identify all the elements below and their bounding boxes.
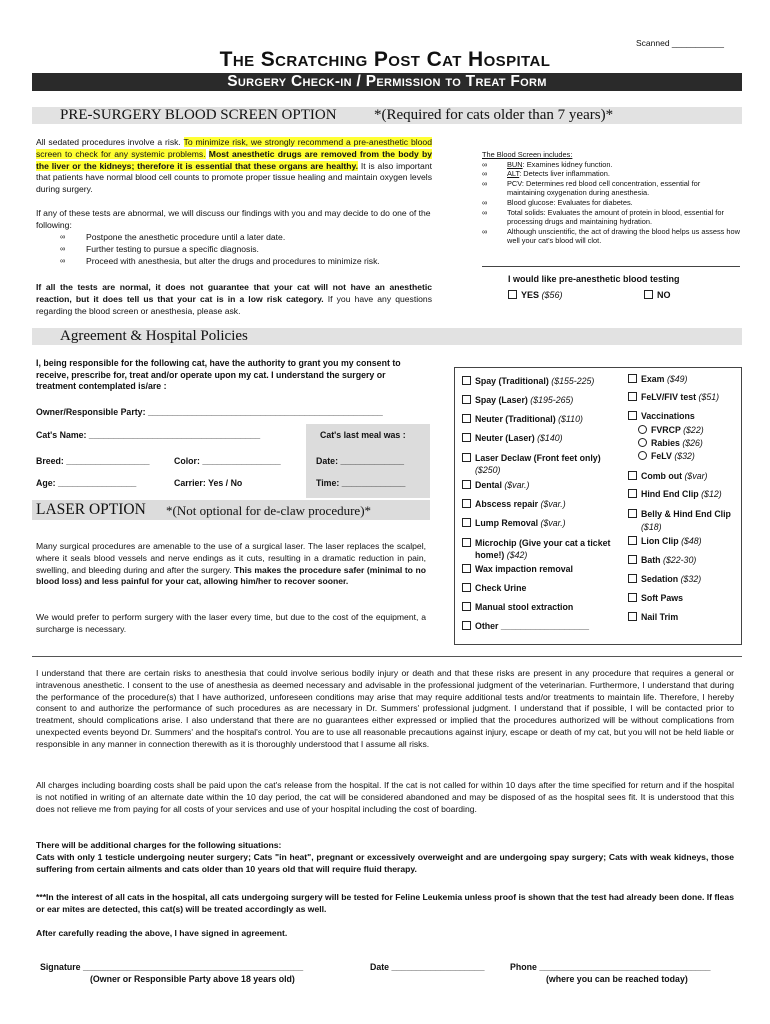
sedation-checkbox[interactable]: Sedation ($32)	[628, 574, 740, 593]
spay-traditional-checkbox[interactable]: Spay (Traditional) ($155-225)	[462, 376, 622, 395]
checkbox-icon	[628, 555, 637, 564]
blood-screen-heading: PRE-SURGERY BLOOD SCREEN OPTION	[60, 107, 337, 123]
cat-name-field[interactable]: Cat's Name: ___________________________________	[36, 430, 261, 440]
other-checkbox[interactable]: Other __________________	[462, 621, 622, 640]
radio-icon	[638, 451, 647, 460]
color-field[interactable]: Color: ________________	[174, 456, 281, 466]
felv-radio[interactable]: FeLV ($32)	[628, 451, 740, 471]
procedures-left-column	[462, 376, 622, 640]
checkbox-icon	[628, 612, 637, 621]
soft-paws-checkbox[interactable]: Soft Paws	[628, 593, 740, 612]
bath-checkbox[interactable]: Bath ($22-30)	[628, 555, 740, 574]
last-meal-label: Cat's last meal was :	[320, 430, 406, 440]
list-item: ∞ ALT: Detects liver inflammation.	[482, 169, 610, 179]
checkbox-icon	[628, 593, 637, 602]
list-item: ∞ Proceed with anesthesia, but alter the drugs and procedures to minimize risk.	[60, 255, 380, 266]
checkbox-icon	[462, 499, 471, 508]
drugs-text: Most anesthetic drugs are removed from the body by the liver or the kidneys; therefore it is essential that these organs are healthy.	[36, 148, 433, 171]
charges-paragraph: All charges including boarding costs shall be paid upon the cat's release from the hospital. If the cat is not called for within 10 days after the time specified for return and if the hospital is not notified in writing of an alternate date within the 10 day period, the cat will be considered abandoned and may be disposed of as the hospital sees fit. It is understood that this does not relieve me from paying for all costs of your services and use of your hospital including the cost of boarding.	[36, 780, 734, 814]
checkbox-icon	[462, 414, 471, 423]
additional-charges-title: There will be additional charges for the following situations:	[36, 840, 282, 850]
signature-note: (Owner or Responsible Party above 18 years old)	[90, 974, 295, 984]
agreement-heading: Agreement & Hospital Policies	[60, 328, 248, 344]
blood-screen-header	[32, 107, 742, 124]
laser-declaw-checkbox[interactable]: Laser Declaw (Front feet only) ($250)	[462, 452, 622, 480]
owner-field[interactable]: Owner/Responsible Party: ________________________________________________	[36, 407, 383, 417]
checkbox-icon	[628, 489, 637, 498]
breed-field[interactable]: Breed: _________________	[36, 456, 150, 466]
signature-field[interactable]: Signature _____________________________________________	[40, 962, 304, 972]
radio-icon	[638, 425, 647, 434]
neuter-laser-checkbox[interactable]: Neuter (Laser) ($140)	[462, 433, 622, 452]
list-item: ∞ PCV: Determines red blood cell concentration, essential for maintaining oxygenation during anesthesia.	[482, 178, 701, 198]
agreement-intro: I, being responsible for the following cat, have the authority to grant you my consent to receive, prescribe for, treat and/or operate upon my cat. I understand the surgery or treatment contemplated is/are :	[36, 358, 401, 391]
phone-note: (where you can be reached today)	[546, 974, 688, 984]
abnormal-options-list	[60, 232, 440, 267]
laser-paragraph: Many surgical procedures are amenable to the use of a surgical laser. The laser replaces the scalpel, where it seals blood vessels and nerve endings as it cuts, resulting in a dramatic reduction in pain, swelling, and bleeding during and after the surgery. This makes the procedure safer (minimal to no blood loss) and less painful for your cat, allowing him/her to recover sooner.	[36, 541, 426, 587]
felv-fiv-checkbox[interactable]: FeLV/FIV test ($51)	[628, 392, 740, 411]
list-item: ∞ Further testing to pursue a specific diagnosis.	[60, 243, 259, 254]
checkbox-icon	[462, 480, 471, 489]
hind-end-clip-checkbox[interactable]: Hind End Clip ($12)	[628, 489, 740, 508]
leukemia-paragraph: ***In the interest of all cats in the hospital, all cats undergoing surgery will be tested for Feline Leukemia unless proof is shown that the test had already been done. If fleas or ear mites are detected, this cat(s) will be treated accordingly as well.	[36, 892, 734, 914]
would-like-label: I would like pre-anesthetic blood testing	[508, 274, 680, 284]
time-field[interactable]: Time: _____________	[316, 478, 406, 488]
checkbox-icon	[628, 509, 637, 518]
list-item: ∞ Total solids: Evaluates the amount of protein in blood, essential for processing drugs and maintaining hydration.	[482, 207, 724, 227]
checkbox-icon	[462, 433, 471, 442]
neuter-traditional-checkbox[interactable]: Neuter (Traditional) ($110)	[462, 414, 622, 433]
checkbox-icon	[462, 453, 471, 462]
list-item: ∞ BUN: Examines kidney function.	[482, 159, 613, 169]
agreement-header	[32, 328, 742, 345]
checkbox-icon	[462, 621, 471, 630]
blood-counts-text: It is also important that patients have normal blood cell counts to promote proper tissue healing and maintain oxygen levels during surgery.	[36, 160, 432, 195]
comb-out-checkbox[interactable]: Comb out ($var)	[628, 471, 740, 489]
divider	[482, 266, 740, 267]
nail-trim-checkbox[interactable]: Nail Trim	[628, 612, 740, 631]
agreement-statement: After carefully reading the above, I have signed in agreement.	[36, 928, 288, 938]
recommend-text: To minimize risk, we strongly recommend a pre-anesthetic blood screen to check for any systemic problems.	[36, 137, 432, 159]
consent-paragraph: I understand that there are certain risks to anesthesia that could involve serious bodily injury or death and that these risks are present in any procedure that requires a general or intravenous anesthetic. I consent to the use of anesthesia as deemed necessary and advisable in the professional judgment of the veterinarian. Furthermore, I understand that during the performance of the procedure(s) that I have authorized, unforeseen conditions may arise that may require additional tests and/or treatments to maintain life. Therefore, I hereby consent to and authorize the performance of such procedures as are necessary in Dr. Summers' professional judgment. I understand that if possible, I will be contacted prior to treatment, should complications arise. I also understand that there are no guarantees either expressed or implied that the procedures authorized will be without complications from unexpected events beyond Dr. Summers' and the hospital's control. You are to use all reasonable precautions against injury, escape or death of my cat, but you will not be held liable or responsible in any manner in connection therewith as it is thoroughly understood that I assume all risks.	[36, 668, 734, 749]
check-urine-checkbox[interactable]: Check Urine	[462, 583, 622, 602]
checkbox-icon	[462, 376, 471, 385]
carrier-field[interactable]: Carrier: Yes / No	[174, 478, 243, 488]
vaccinations-checkbox[interactable]: Vaccinations	[628, 411, 740, 425]
age-field[interactable]: Age: ________________	[36, 478, 137, 488]
checkbox-icon	[462, 395, 471, 404]
checkbox-icon	[508, 290, 517, 299]
date-field[interactable]: Date: _____________	[316, 456, 405, 466]
divider	[32, 656, 742, 657]
normal-tests-paragraph: If all the tests are normal, it does not guarantee that your cat will not have an anesthetic reaction, but it does tell us that your cat is in a low risk category. If you have any questions regarding the blood screen or anesthesia, please ask.	[36, 282, 433, 316]
checkbox-icon	[644, 290, 653, 299]
screen-includes-title: The Blood Screen includes:	[482, 150, 573, 159]
checkbox-icon	[628, 411, 637, 420]
checkbox-icon	[628, 392, 637, 401]
laser-header	[32, 500, 430, 520]
checkbox-icon	[628, 536, 637, 545]
laser-heading: LASER OPTION	[36, 501, 146, 518]
procedures-right-column	[628, 374, 740, 631]
laser-cost-paragraph: We would prefer to perform surgery with the laser every time, but due to the cost of the equipment, a surcharge is necessary.	[36, 612, 426, 634]
blood-yes-checkbox[interactable]: YES ($56)	[508, 290, 563, 300]
checkbox-icon	[462, 564, 471, 573]
checkbox-icon	[462, 538, 471, 547]
wax-impaction-checkbox[interactable]: Wax impaction removal	[462, 564, 622, 583]
checkbox-icon	[628, 574, 637, 583]
blood-screen-note: *(Required for cats older than 7 years)*	[374, 107, 614, 123]
page-title: The Scratching Post Cat Hospital	[219, 48, 551, 71]
scanned-field: Scanned ___________	[636, 38, 724, 48]
list-item: ∞ Postpone the anesthetic procedure until a later date.	[60, 232, 286, 242]
rabies-radio[interactable]: Rabies ($26)	[628, 438, 740, 451]
checkbox-icon	[628, 471, 637, 480]
exam-checkbox[interactable]: Exam ($49)	[628, 374, 740, 392]
checkbox-icon	[462, 602, 471, 611]
signature-date-field[interactable]: Date ___________________	[370, 962, 485, 972]
checkbox-icon	[462, 583, 471, 592]
laser-note: *(Not optional for de-claw procedure)*	[166, 503, 372, 518]
radio-icon	[638, 438, 647, 447]
phone-field[interactable]: Phone ___________________________________	[510, 962, 711, 972]
list-item: ∞ Although unscientific, the act of drawing the blood helps us assess how well your cat's blood will clot.	[482, 226, 740, 246]
abscess-repair-checkbox[interactable]: Abscess repair ($var.)	[462, 499, 622, 518]
blood-intro-paragraph	[36, 137, 432, 196]
blood-no-checkbox[interactable]: NO	[644, 290, 671, 300]
checkbox-icon	[462, 518, 471, 527]
stool-extraction-checkbox[interactable]: Manual stool extraction	[462, 602, 622, 621]
blood-screen-box	[482, 150, 740, 246]
form-subtitle: Surgery Check-in / Permission to Treat Form	[32, 73, 742, 91]
dental-checkbox[interactable]: Dental ($var.)	[462, 480, 622, 499]
list-item: ∞ Blood glucose: Evaluates for diabetes.	[482, 197, 633, 207]
lump-removal-checkbox[interactable]: Lump Removal ($var.)	[462, 518, 622, 537]
spay-laser-checkbox[interactable]: Spay (Laser) ($195-265)	[462, 395, 622, 414]
microchip-checkbox[interactable]: Microchip (Give your cat a ticket home!) ($42)	[462, 537, 622, 564]
belly-hind-clip-checkbox[interactable]: Belly & Hind End Clip ($18)	[628, 508, 740, 536]
checkbox-icon	[628, 374, 637, 383]
abnormal-paragraph: If any of these tests are abnormal, we will discuss our findings with you and may decide to do one of the following:	[36, 208, 431, 230]
additional-charges-text: Cats with only 1 testicle undergoing neuter surgery; Cats "in heat", pregnant or excessively overweight and are undergoing spay surgery; Cats with weak kidneys, those suffering from certain ailments and cats older than 10 years old that will require fluid therapy.	[36, 852, 734, 874]
fvrcp-radio[interactable]: FVRCP ($22)	[628, 425, 740, 438]
risk-text: All sedated procedures involve a risk.	[36, 137, 181, 147]
lion-clip-checkbox[interactable]: Lion Clip ($48)	[628, 536, 740, 555]
